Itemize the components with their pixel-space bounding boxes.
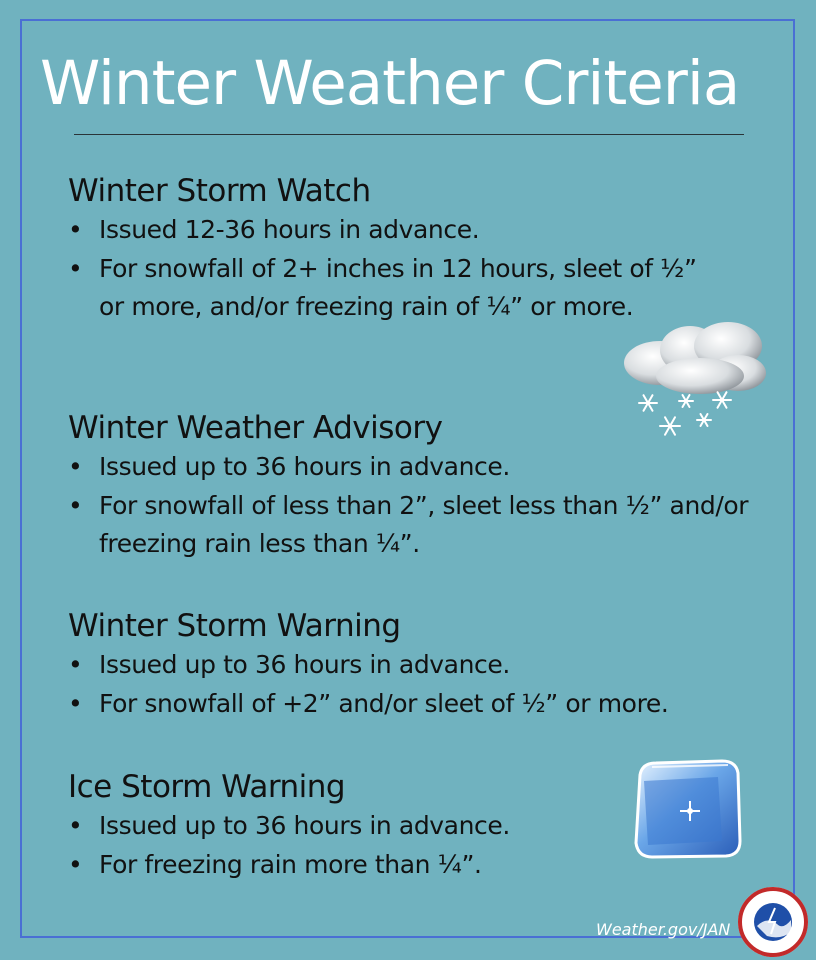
item-text: For snowfall of 2+ inches in 12 hours, sleet of ½” or more, and/or freezing rain of ¼” or more. [99,253,697,321]
bullet: • [68,253,83,283]
bullet: • [68,215,83,244]
bullet: • [68,452,83,481]
nws-logo [737,886,809,958]
ice-cube-icon [622,757,744,861]
section-winter-storm-watch [68,171,758,327]
item-text: For snowfall of +2” and/or sleet of ½” or more. [99,688,669,718]
page-title: Winter Weather Criteria [40,48,740,119]
item-text: For snowfall of less than 2”, sleet less than ½” and/or freezing rain less than ¼”. [99,490,749,558]
item-text: For freezing rain more than ¼”. [99,849,482,879]
item-text: Issued 12-36 hours in advance. [99,215,480,244]
criteria-list [68,211,758,327]
item-text: Issued up to 36 hours in advance. [99,452,510,481]
list-item [68,487,758,564]
bullet: • [68,490,83,520]
section-heading: Winter Storm Watch [68,173,371,209]
criteria-list [68,448,758,564]
bullet: • [68,688,83,718]
list-item [68,448,758,487]
list-item [68,211,758,250]
title-divider [74,134,744,135]
list-item [68,646,758,685]
item-text: Issued up to 36 hours in advance. [99,811,510,840]
section-heading: Winter Weather Advisory [68,410,443,446]
list-item [68,685,758,724]
section-heading: Winter Storm Warning [68,608,401,644]
bullet: • [68,811,83,840]
snow-cloud-icon [620,318,770,446]
criteria-list [68,646,758,723]
item-text: Issued up to 36 hours in advance. [99,650,510,679]
bullet: • [68,849,83,879]
website-footer: Weather.gov/JAN [596,920,731,939]
list-item [68,250,699,327]
section-heading: Ice Storm Warning [68,769,346,805]
section-winter-storm-warning [68,606,758,723]
bullet: • [68,650,83,679]
